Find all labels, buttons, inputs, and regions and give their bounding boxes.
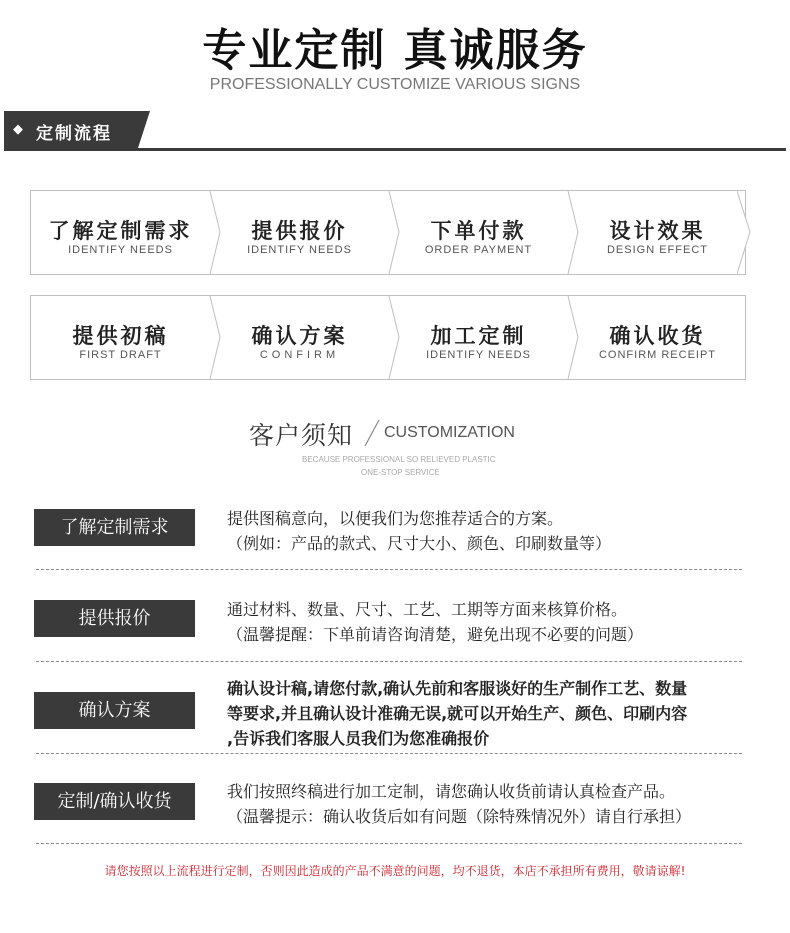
process-step xyxy=(31,191,210,274)
process-step-title: 加工定制 xyxy=(430,324,527,348)
process-step-subtitle: FIRST DRAFT xyxy=(79,349,162,361)
process-step xyxy=(568,296,747,379)
notice-line: （温馨提示：确认收货后如有问题（除特殊情况外）请自行承担） xyxy=(227,807,692,826)
notice-title-en: CUSTOMIZATION xyxy=(384,424,515,441)
notice-label: 提供报价 xyxy=(34,600,195,637)
dashed-divider xyxy=(36,569,742,570)
section-header xyxy=(4,111,150,148)
notice-description xyxy=(227,506,611,556)
chevron-right-icon xyxy=(560,296,580,379)
diamond-icon: ◆ xyxy=(13,122,23,137)
footer-warning: 请您按照以上流程进行定制，否则因此造成的产品不满意的问题，均不退货，本店不承担所有费用，敬请谅解! xyxy=(104,864,686,878)
notice-label: 确认方案 xyxy=(34,692,195,729)
process-step xyxy=(31,296,210,379)
notice-line: 通过材料、数量、尺寸、工艺、工期等方面来核算价格。 xyxy=(227,600,628,619)
section-title: 定制流程 xyxy=(36,124,112,144)
notice-tagline: BECAUSE PROFESSIONAL SO RELIEVED PLASTIC xyxy=(302,455,496,464)
notice-line: （例如：产品的款式、尺寸大小、颜色、印刷数量等） xyxy=(227,534,612,553)
process-step-subtitle: IDENTIFY NEEDS xyxy=(68,244,173,256)
process-step-subtitle: CONFIRM xyxy=(259,349,340,361)
notice-description xyxy=(227,779,691,829)
notice-label: 了解定制需求 xyxy=(34,509,195,546)
process-step-title: 设计效果 xyxy=(609,219,706,243)
dashed-divider xyxy=(36,843,742,844)
notice-description xyxy=(227,676,687,751)
process-step-title: 确认收货 xyxy=(609,324,706,348)
process-step xyxy=(210,191,389,274)
notice-line: 我们按照终稿进行加工定制，请您确认收货前请认真检查产品。 xyxy=(227,782,676,801)
page-subtitle: PROFESSIONALLY CUSTOMIZE VARIOUS SIGNS xyxy=(209,76,581,93)
process-step-subtitle: CONFIRM RECEIPT xyxy=(598,349,717,361)
notice-line: 提供图稿意向，以便我们为您推荐适合的方案。 xyxy=(227,509,564,528)
chevron-right-icon xyxy=(381,296,401,379)
dashed-divider xyxy=(36,753,742,754)
notice-title: 客户须知 xyxy=(249,421,354,450)
chevron-right-icon xyxy=(202,191,222,274)
notice-description xyxy=(227,597,643,647)
process-step-subtitle: IDENTIFY NEEDS xyxy=(247,244,352,256)
page-title: 专业定制 真诚服务 xyxy=(202,25,588,76)
process-step-title: 提供报价 xyxy=(251,219,348,243)
chevron-right-icon xyxy=(560,191,580,274)
notice-line: ,告诉我们客服人员我们为您准确报价 xyxy=(227,729,490,748)
process-step-title: 下单付款 xyxy=(430,219,527,243)
notice-line: 确认设计稿,请您付款,确认先前和客服谈好的生产制作工艺、数量 xyxy=(227,679,688,698)
process-step xyxy=(389,296,568,379)
notice-line: （温馨提醒：下单前请咨询清楚，避免出现不必要的问题） xyxy=(227,625,644,644)
process-step-title: 确认方案 xyxy=(251,324,348,348)
process-row-1 xyxy=(30,190,746,275)
section-divider xyxy=(4,148,786,151)
chevron-right-icon xyxy=(737,191,757,274)
process-step-title: 提供初稿 xyxy=(72,324,169,348)
notice-label: 定制/确认收货 xyxy=(34,783,195,820)
notice-line: 等要求,并且确认设计准确无误,就可以开始生产、颜色、印刷内容 xyxy=(227,704,688,723)
slash-divider xyxy=(361,418,383,448)
process-step xyxy=(568,191,747,274)
process-step xyxy=(389,191,568,274)
process-step-subtitle: DESIGN EFFECT xyxy=(606,244,708,256)
chevron-right-icon xyxy=(202,296,222,379)
process-step-title: 了解定制需求 xyxy=(48,219,193,243)
dashed-divider xyxy=(36,661,742,662)
process-step-subtitle: ORDER PAYMENT xyxy=(424,244,533,256)
process-row-2 xyxy=(30,295,746,380)
process-step-subtitle: IDENTIFY NEEDS xyxy=(426,349,531,361)
process-step xyxy=(210,296,389,379)
notice-tagline: ONE-STOP SERVICE xyxy=(361,468,440,477)
chevron-right-icon xyxy=(381,191,401,274)
